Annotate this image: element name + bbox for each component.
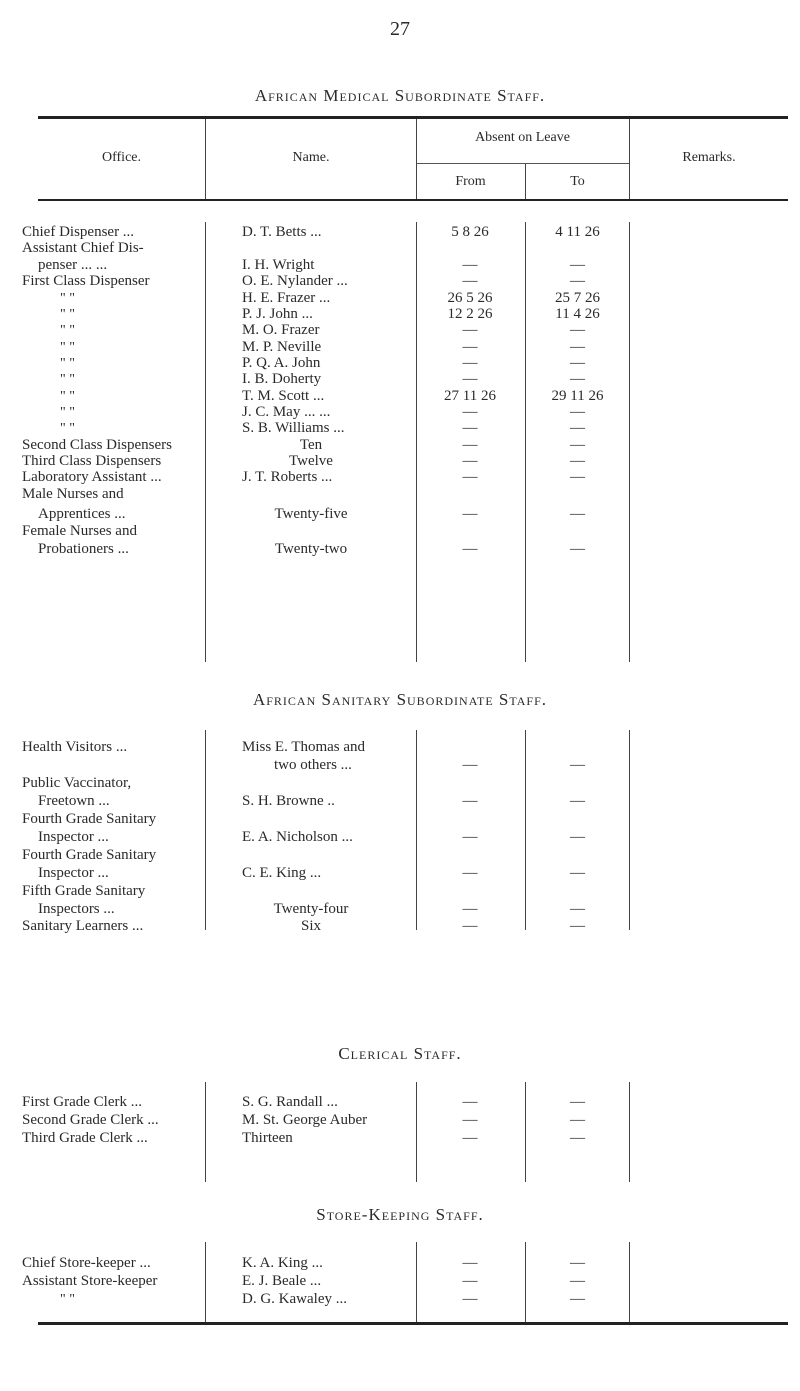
table-bottom-rule — [38, 1322, 788, 1325]
from-cell: — — [462, 1291, 478, 1307]
to-cell: — — [570, 901, 585, 917]
to-cell: — — [570, 865, 585, 881]
from-cell: — — [462, 829, 478, 845]
ditto-cell: " " — [60, 307, 75, 322]
office-cell: Female Nurses and — [22, 523, 137, 539]
office-cell: Second Class Dispensers — [22, 437, 172, 453]
col-rule — [629, 1242, 630, 1322]
office-cell: Third Grade Clerk ... — [22, 1130, 148, 1146]
office-cell: Apprentices ... — [38, 506, 126, 522]
to-cell: — — [570, 829, 585, 845]
office-cell: Assistant Store-keeper — [22, 1273, 158, 1289]
to-cell: — — [570, 469, 585, 485]
name-cell: K. A. King ... — [242, 1255, 323, 1271]
name-cell: H. E. Frazer ... — [242, 290, 331, 306]
name-cell: M. St. George Auber — [242, 1112, 368, 1128]
from-cell: — — [462, 257, 478, 273]
to-cell: — — [570, 506, 585, 522]
ditto-cell: " " — [60, 1292, 75, 1307]
name-cell: C. E. King ... — [242, 865, 322, 881]
name-cell: E. A. Nicholson ... — [242, 829, 353, 845]
office-cell: Freetown ... — [38, 793, 110, 809]
name-cell: S. H. Browne .. — [242, 793, 335, 809]
name-cell: Twenty-two — [274, 541, 348, 557]
office-cell: penser ... ... — [38, 257, 108, 273]
name-cell: M. P. Neville — [242, 339, 322, 355]
to-cell: — — [570, 355, 585, 371]
name-cell: Miss E. Thomas and — [242, 739, 366, 755]
ditto-cell: " " — [60, 405, 75, 420]
from-cell: — — [462, 437, 478, 453]
col-rule — [629, 222, 630, 662]
from-cell: — — [462, 469, 478, 485]
from-cell: — — [462, 1273, 478, 1289]
name-cell: Six — [300, 918, 321, 934]
to-cell: — — [570, 1112, 585, 1128]
sanitary-section-title: African Sanitary Subordinate Staff. — [252, 690, 548, 709]
col-rule — [205, 1082, 206, 1182]
name-cell: M. O. Frazer — [242, 322, 320, 338]
header-to: To — [570, 174, 585, 189]
header-office: Office. — [102, 150, 141, 165]
office-cell: Inspector ... — [38, 865, 109, 881]
to-cell: — — [570, 453, 585, 469]
to-cell: — — [570, 371, 585, 387]
to-cell: — — [570, 1130, 585, 1146]
office-cell: Sanitary Learners ... — [22, 918, 144, 934]
to-cell: 4 11 26 — [555, 224, 600, 240]
clerical-section-title: Clerical Staff. — [338, 1044, 462, 1063]
col-rule — [205, 730, 206, 930]
from-cell: — — [462, 1255, 478, 1271]
name-cell: two others ... — [274, 757, 352, 773]
from-cell: — — [462, 901, 478, 917]
office-cell: Male Nurses and — [22, 486, 124, 502]
ditto-cell: " " — [60, 372, 75, 387]
from-cell: — — [462, 1130, 478, 1146]
name-cell: J. C. May ... ... — [242, 404, 331, 420]
store-section-title: Store-Keeping Staff. — [316, 1205, 484, 1224]
name-cell: T. M. Scott ... — [242, 388, 325, 404]
name-cell: O. E. Nylander ... — [242, 273, 348, 289]
name-cell: Twenty-five — [274, 506, 348, 522]
to-cell: — — [570, 793, 585, 809]
name-cell: Twelve — [289, 453, 333, 469]
office-cell: Laboratory Assistant ... — [22, 469, 162, 485]
ditto-cell: " " — [60, 340, 75, 355]
from-cell: — — [462, 506, 478, 522]
leave-subheader-rule — [416, 163, 629, 164]
office-cell: First Grade Clerk ... — [22, 1094, 142, 1110]
from-cell: 27 11 26 — [444, 388, 496, 404]
to-cell: — — [570, 273, 585, 289]
to-cell: — — [570, 420, 585, 436]
from-cell: — — [462, 339, 478, 355]
page-number: 27 — [390, 18, 410, 40]
from-cell: 5 8 26 — [451, 224, 489, 240]
to-cell: — — [570, 918, 585, 934]
col-rule — [629, 730, 630, 930]
name-cell: Ten — [299, 437, 323, 453]
from-cell: — — [462, 404, 478, 420]
col-rule — [629, 1082, 630, 1182]
to-cell: — — [570, 757, 585, 773]
name-cell: Thirteen — [242, 1130, 293, 1146]
medical-section-title: African Medical Subordinate Staff. — [254, 86, 546, 105]
from-cell: — — [462, 793, 478, 809]
to-cell: — — [570, 1273, 585, 1289]
to-cell: — — [570, 339, 585, 355]
ditto-cell: " " — [60, 421, 75, 436]
from-cell: — — [462, 541, 478, 557]
from-cell: — — [462, 420, 478, 436]
name-cell: P. J. John ... — [242, 306, 313, 322]
to-cell: — — [570, 1291, 585, 1307]
name-cell: S. B. Williams ... — [242, 420, 345, 436]
office-cell: Inspectors ... — [38, 901, 115, 917]
name-cell: E. J. Beale ... — [242, 1273, 322, 1289]
header-name: Name. — [292, 150, 330, 165]
from-cell: — — [462, 1094, 478, 1110]
ditto-cell: " " — [60, 291, 75, 306]
ditto-cell: " " — [60, 389, 75, 404]
from-cell: — — [462, 453, 478, 469]
to-cell: — — [570, 437, 585, 453]
office-cell: Chief Store-keeper ... — [22, 1255, 151, 1271]
office-cell: Fourth Grade Sanitary — [22, 847, 157, 863]
header-bottom-rule — [38, 199, 788, 201]
to-cell: — — [570, 257, 585, 273]
ditto-cell: " " — [60, 356, 75, 371]
ditto-cell: " " — [60, 323, 75, 338]
office-cell: First Class Dispenser — [22, 273, 150, 289]
name-cell: S. G. Randall ... — [242, 1094, 338, 1110]
name-cell: Twenty-four — [273, 901, 349, 917]
from-cell: 26 5 26 — [447, 290, 493, 306]
from-cell: — — [462, 273, 478, 289]
from-cell: — — [462, 355, 478, 371]
to-cell: — — [570, 541, 585, 557]
office-cell: Public Vaccinator, — [22, 775, 132, 791]
name-cell: J. T. Roberts ... — [242, 469, 333, 485]
office-cell: Chief Dispenser ... — [22, 224, 135, 240]
header-from: From — [455, 174, 486, 189]
name-cell: I. B. Doherty — [242, 371, 322, 387]
to-cell: — — [570, 1094, 585, 1110]
office-cell: Fourth Grade Sanitary — [22, 811, 157, 827]
from-cell: — — [462, 757, 478, 773]
from-cell: — — [462, 322, 478, 338]
from-cell: — — [462, 865, 478, 881]
to-cell: 11 4 26 — [555, 306, 600, 322]
header-remarks: Remarks. — [682, 150, 736, 165]
office-cell: Second Grade Clerk ... — [22, 1112, 159, 1128]
from-cell: 12 2 26 — [447, 306, 493, 322]
office-cell: Health Visitors ... — [22, 739, 128, 755]
header-absent-on-leave: Absent on Leave — [475, 130, 570, 145]
from-cell: — — [462, 918, 478, 934]
name-cell: D. G. Kawaley ... — [242, 1291, 347, 1307]
to-cell: — — [570, 322, 585, 338]
office-cell: Fifth Grade Sanitary — [22, 883, 146, 899]
office-cell: Probationers ... — [38, 541, 129, 557]
office-cell: Third Class Dispensers — [22, 453, 162, 469]
to-cell: — — [570, 404, 585, 420]
office-cell: Assistant Chief Dis- — [22, 240, 144, 256]
col-rule — [205, 1242, 206, 1322]
name-cell: I. H. Wright — [242, 257, 315, 273]
table-top-rule — [38, 116, 788, 119]
to-cell: — — [570, 1255, 585, 1271]
name-cell: D. T. Betts ... — [242, 224, 322, 240]
to-cell: 29 11 26 — [551, 388, 604, 404]
to-cell: 25 7 26 — [555, 290, 600, 306]
from-cell: — — [462, 1112, 478, 1128]
name-cell: P. Q. A. John — [242, 355, 321, 371]
from-cell: — — [462, 371, 478, 387]
office-cell: Inspector ... — [38, 829, 109, 845]
